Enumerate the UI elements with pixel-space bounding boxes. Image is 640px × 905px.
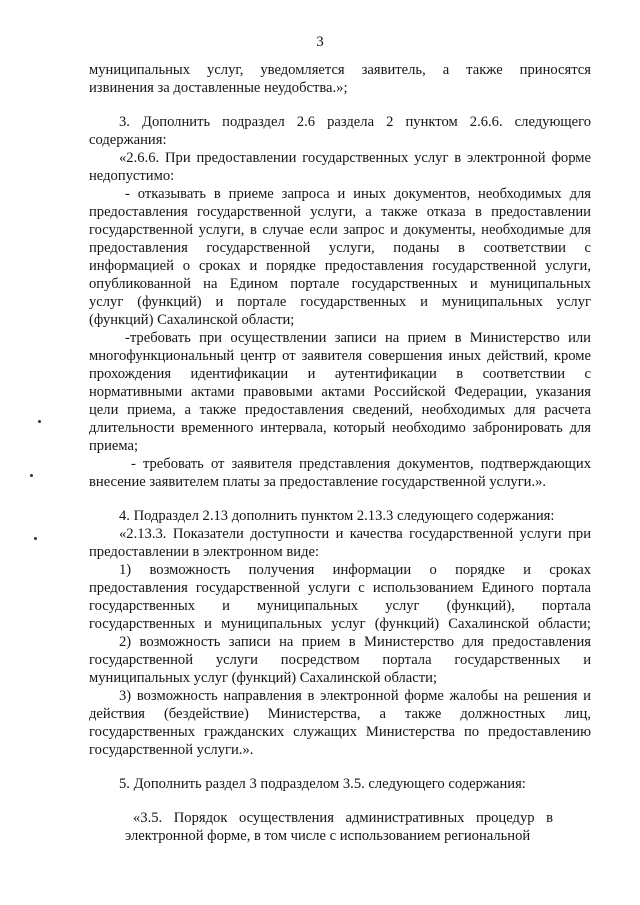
text-line: 4. Подраздел 2.13 дополнить пунктом 2.13.3 следующего содержания: xyxy=(119,508,555,524)
scan-speck xyxy=(34,537,37,540)
text-line: 5. Дополнить раздел 3 подразделом 3.5. следующего содержания: xyxy=(119,776,526,792)
text-line: информацией о сроках и порядке предоставления государственной услуги, xyxy=(89,258,591,274)
text-line: электронной форме, в том числе с использованием региональной xyxy=(125,828,531,844)
scan-speck xyxy=(38,420,41,423)
text-line: содержания: xyxy=(89,132,167,148)
text-line: цели приема, а также предоставления сведений, необходимых для расчета xyxy=(89,402,591,418)
text-line: - требовать от заявителя представления документов, подтверждающих xyxy=(131,456,591,472)
text-line: прохождения идентификации и аутентификации в соответствии с xyxy=(89,366,591,382)
text-line: государственных и муниципальных услуг (функций) Сахалинской области; xyxy=(89,616,591,632)
text-line: государственной услуги.». xyxy=(89,742,254,758)
text-line: предоставления государственной услуги с использованием Единого портала xyxy=(89,580,591,596)
text-line: государственных гражданских служащих Министерства по предоставлению xyxy=(89,724,591,740)
text-line: предоставления государственной услуги, а также отказа в предоставлении xyxy=(89,204,591,220)
text-line: предоставления государственной услуги, поданы в соответствии с xyxy=(89,240,591,256)
text-line: недопустимо: xyxy=(89,168,175,184)
text-line: 1) возможность получения информации о порядке и сроках xyxy=(119,562,591,578)
text-line: муниципальных услуг, уведомляется заявитель, а также приносятся xyxy=(89,62,591,78)
text-line: «2.6.6. При предоставлении государственных услуг в электронной форме xyxy=(119,150,591,166)
text-line: «3.5. Порядок осуществления административных процедур в xyxy=(133,810,553,826)
text-line: муниципальных услуг (функций) Сахалинской области; xyxy=(89,670,438,686)
text-line: (функций) Сахалинской области; xyxy=(89,312,295,328)
text-line: действия (бездействие) Министерства, а также должностных лиц, xyxy=(89,706,591,722)
text-line: 3. Дополнить подраздел 2.6 раздела 2 пунктом 2.6.6. следующего xyxy=(119,114,591,130)
text-line: опубликованной на Едином портале государственных и муниципальных xyxy=(89,276,591,292)
text-line: услуг (функций) и портале государственных и муниципальных услуг xyxy=(89,294,591,310)
text-line: 2) возможность записи на прием в Министерство для предоставления xyxy=(119,634,591,650)
text-line: -требовать при осуществлении записи на прием в Министерство или xyxy=(125,330,591,346)
text-line: предоставлении в электронном виде: xyxy=(89,544,320,560)
text-line: извинения за доставленные неудобства.»; xyxy=(89,80,348,96)
text-line: внесение заявителем платы за предоставление государственной услуги.». xyxy=(89,474,547,490)
text-line: - отказывать в приеме запроса и иных документов, необходимых для xyxy=(125,186,591,202)
text-line: государственной услуги, в случае если запрос и документы, необходимые для xyxy=(89,222,591,238)
text-line: 3) возможность направления в электронной форме жалобы на решения и xyxy=(119,688,591,704)
text-line: государственных и муниципальных услуг (функций), портала xyxy=(89,598,591,614)
text-line: приема; xyxy=(89,438,139,454)
text-line: многофункциональный центр от заявителя совершения иных действий, кроме xyxy=(89,348,591,364)
text-line: нормативными актами правовыми актами Российской Федерации, указания xyxy=(89,384,591,400)
text-line: длительности временного интервала, который необходимо забронировать для xyxy=(89,420,591,436)
text-line: государственной услуги посредством портала государственных и xyxy=(89,652,591,668)
text-line: «2.13.3. Показатели доступности и качества государственной услуги при xyxy=(119,526,591,542)
scan-speck xyxy=(30,474,33,477)
page-number: 3 xyxy=(316,34,324,50)
